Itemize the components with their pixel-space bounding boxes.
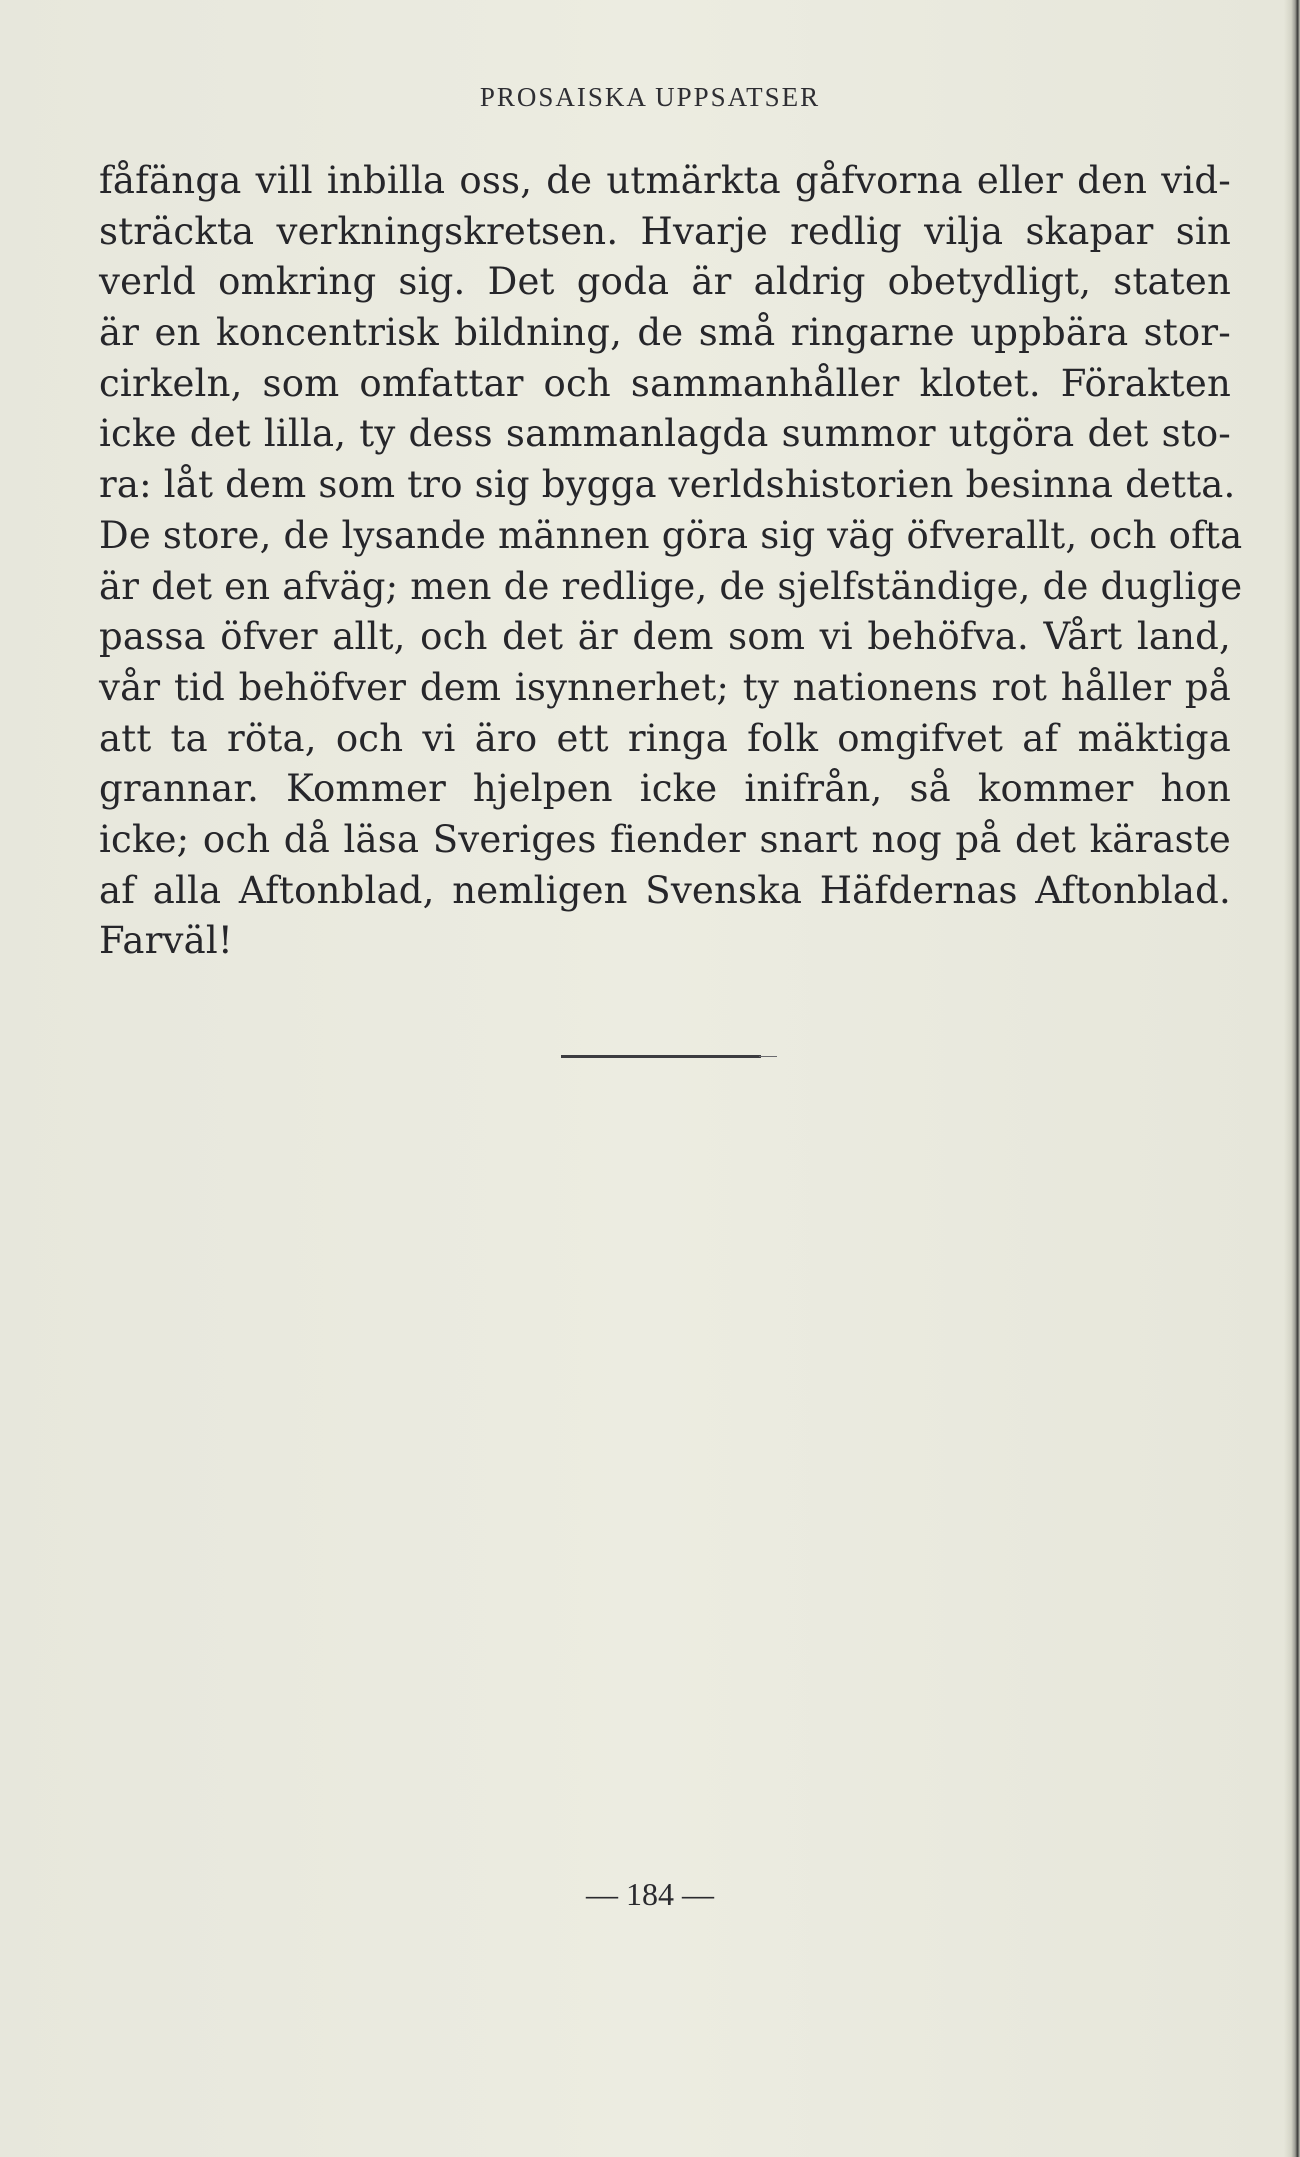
running-title: PROSAISKA UPPSATSER [479,82,821,112]
text-line-final: Farväl! [99,919,233,963]
text-line: fåfänga vill inbilla oss, de utmärkta gåfvorna eller den vid- [99,159,1231,202]
text-line: icke det lilla, ty dess sammanlagda summor utgöra det sto- [99,412,1231,456]
text-line: cirkeln, som omfattar och sammanhåller klotet. Förakten [99,361,1231,405]
text-line: vår tid behöfver dem isynnerhet; ty nationens rot håller på [99,665,1231,709]
text-line: sträckta verkningskretsen. Hvarje redlig vilja skapar sin [99,209,1231,253]
text-line: är en koncentrisk bildning, de små ringarne uppbära stor- [99,311,1231,355]
body-text [99,156,1243,967]
page-edge-shadow [1284,0,1300,2157]
text-line: af alla Aftonblad, nemligen Svenska Häfdernas Aftonblad. [99,868,1231,912]
text-line: passa öfver allt, och det är dem som vi behöfva. Vårt land, [99,615,1231,659]
text-line: De store, de lysande männen göra sig väg öfverallt, och ofta [99,513,1243,557]
text-line: verld omkring sig. Det goda är aldrig obetydligt, staten [99,260,1231,304]
section-divider [561,1055,761,1058]
text-line: att ta röta, och vi äro ett ringa folk omgifvet af mäktiga [99,716,1231,760]
text-line: ra: låt dem som tro sig bygga verldshistorien besinna detta. [99,463,1236,507]
text-line: grannar. Kommer hjelpen icke inifrån, så kommer hon [99,767,1231,811]
text-line: icke; och då läsa Sveriges fiender snart nog på det käraste [99,817,1231,861]
page-number: — 184 — [586,1876,714,1912]
text-line: är det en afväg; men de redlige, de sjelfständige, de duglige [99,564,1243,608]
